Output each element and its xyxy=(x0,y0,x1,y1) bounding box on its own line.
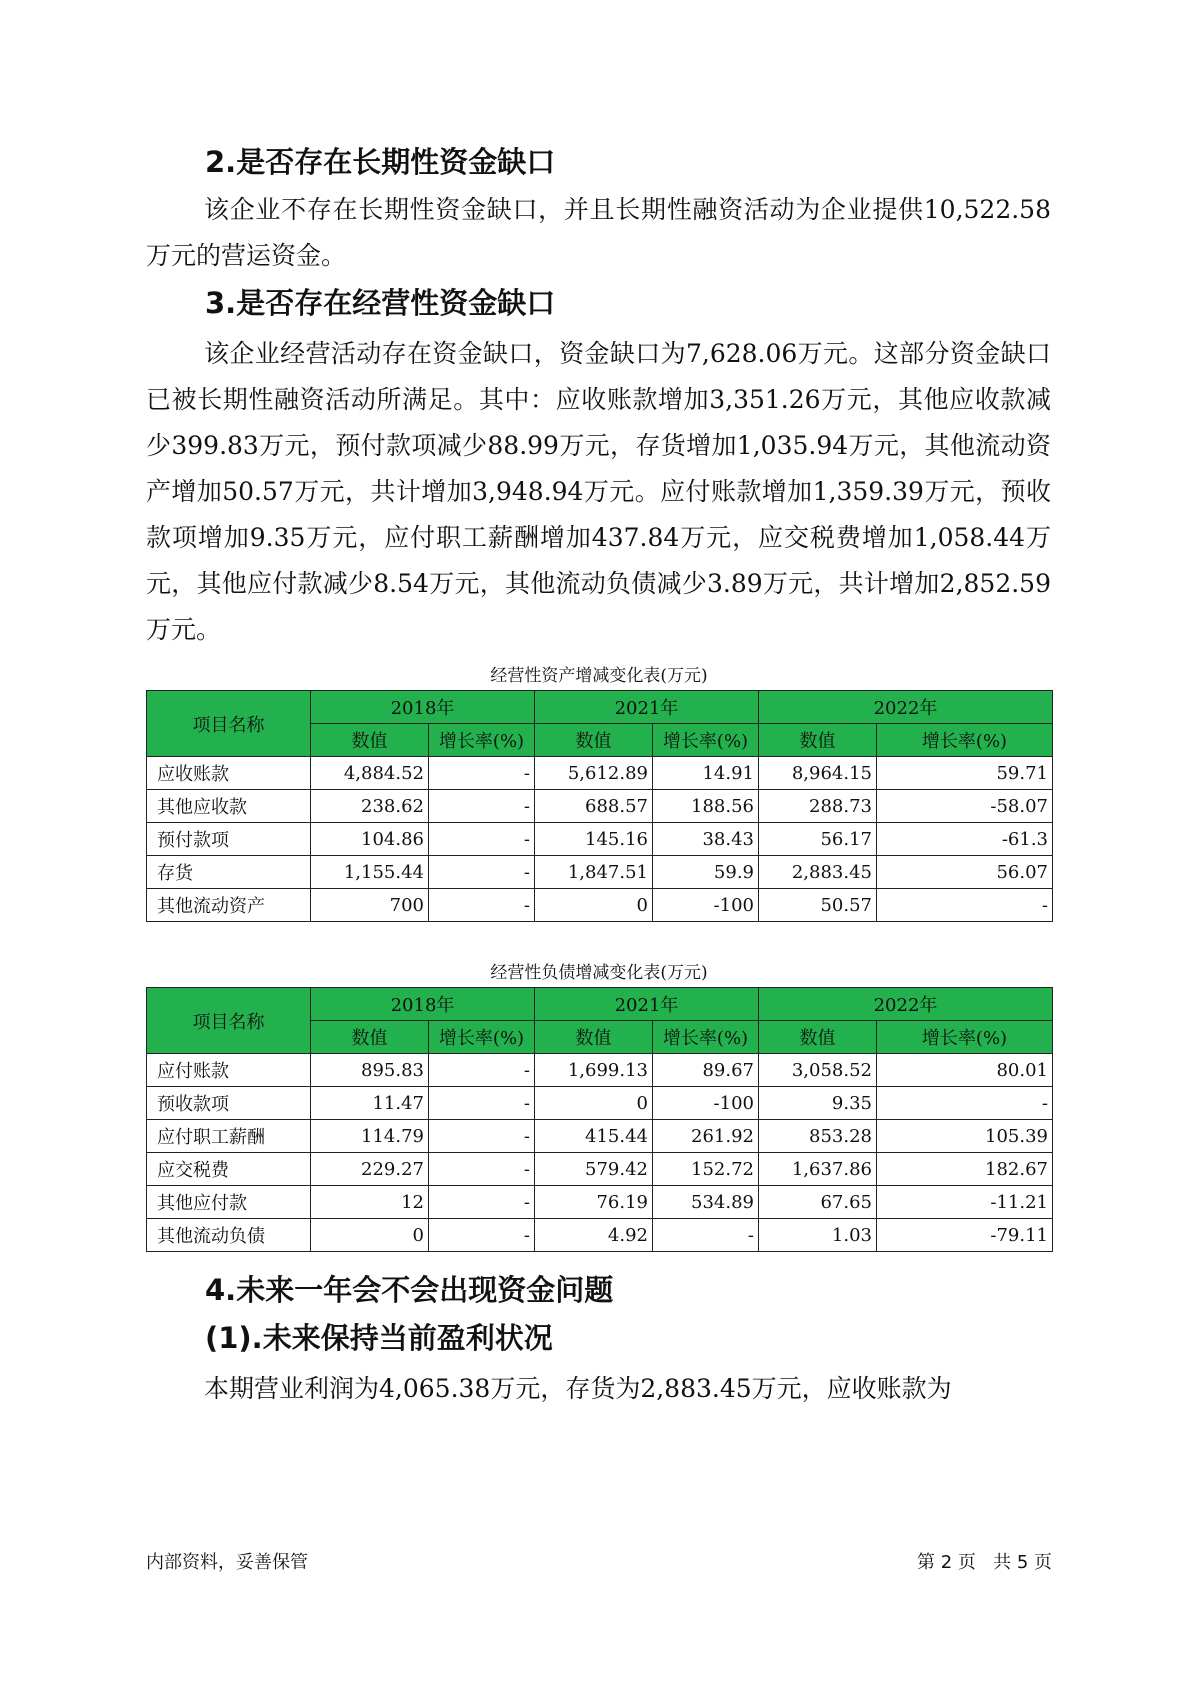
value-cell: 700 xyxy=(311,889,429,922)
value-cell: 1,155.44 xyxy=(311,856,429,889)
row-item-name: 预收款项 xyxy=(147,1087,311,1120)
growth-cell: 534.89 xyxy=(653,1186,759,1219)
growth-cell: - xyxy=(429,1087,535,1120)
growth-cell: - xyxy=(429,1054,535,1087)
row-item-name: 应交税费 xyxy=(147,1153,311,1186)
growth-cell: - xyxy=(877,889,1053,922)
value-cell: 238.62 xyxy=(311,790,429,823)
value-cell: 1,847.51 xyxy=(535,856,653,889)
growth-cell: - xyxy=(653,1219,759,1252)
growth-cell: 59.71 xyxy=(877,757,1053,790)
paragraph-long-term-gap: 该企业不存在长期性资金缺口，并且长期性融资活动为企业提供10,522.58万元的营运资金。 xyxy=(146,195,1051,270)
paragraph-operating-gap: 该企业经营活动存在资金缺口，资金缺口为7,628.06万元。这部分资金缺口已被长期性融资活动所满足。其中：应收账款增加3,351.26万元，其他应收款减少399.83万元，预付款项减少88.99万元，存货增加1,035.94万元，其他流动资产增加50.57万元，共计增加3,948.94万元。应付账款增加1,359.39万元，预收款项增加9.35万元，应付职工薪酬增加437.84万元，应交税费增加1,058.44万元，其他应付款减少8.54万元，其他流动负债减少3.89万元，共计增加2,852.59万元。 xyxy=(146,339,1051,644)
value-cell: 12 xyxy=(311,1186,429,1219)
value-cell: 50.57 xyxy=(759,889,877,922)
header-year: 2018年 xyxy=(311,691,535,724)
table-row xyxy=(147,1120,1053,1153)
header-year: 2021年 xyxy=(535,988,759,1021)
header-value: 数值 xyxy=(759,724,877,757)
value-cell: 5,612.89 xyxy=(535,757,653,790)
table-row xyxy=(147,823,1053,856)
value-cell: 104.86 xyxy=(311,823,429,856)
growth-cell: 56.07 xyxy=(877,856,1053,889)
growth-cell: - xyxy=(877,1087,1053,1120)
footer-page-number: 第 2 页 共 5 页 xyxy=(917,1552,1052,1573)
heading-section-4-1: (1).未来保持当前盈利状况 xyxy=(205,1321,553,1355)
value-cell: 2,883.45 xyxy=(759,856,877,889)
table-row xyxy=(147,790,1053,823)
table-row xyxy=(147,757,1053,790)
growth-cell: - xyxy=(429,889,535,922)
value-cell: 895.83 xyxy=(311,1054,429,1087)
assets-table-caption: 经营性资产增减变化表(万元) xyxy=(490,666,708,686)
row-item-name: 应收账款 xyxy=(147,757,311,790)
growth-cell: - xyxy=(429,790,535,823)
value-cell: 229.27 xyxy=(311,1153,429,1186)
growth-cell: -79.11 xyxy=(877,1219,1053,1252)
row-item-name: 其他流动负债 xyxy=(147,1219,311,1252)
value-cell: 1,699.13 xyxy=(535,1054,653,1087)
header-growth: 增长率(%) xyxy=(877,724,1053,757)
header-value: 数值 xyxy=(311,1021,429,1054)
value-cell: 688.57 xyxy=(535,790,653,823)
value-cell: 288.73 xyxy=(759,790,877,823)
table-row xyxy=(147,856,1053,889)
row-item-name: 应付职工薪酬 xyxy=(147,1120,311,1153)
header-year: 2022年 xyxy=(759,691,1053,724)
value-cell: 4,884.52 xyxy=(311,757,429,790)
growth-cell: 80.01 xyxy=(877,1054,1053,1087)
row-item-name: 其他流动资产 xyxy=(147,889,311,922)
heading-section-2: 2.是否存在长期性资金缺口 xyxy=(205,145,556,179)
value-cell: 67.65 xyxy=(759,1186,877,1219)
header-value: 数值 xyxy=(311,724,429,757)
growth-cell: 14.91 xyxy=(653,757,759,790)
value-cell: 114.79 xyxy=(311,1120,429,1153)
row-item-name: 其他应收款 xyxy=(147,790,311,823)
value-cell: 8,964.15 xyxy=(759,757,877,790)
growth-cell: 38.43 xyxy=(653,823,759,856)
row-item-name: 预付款项 xyxy=(147,823,311,856)
growth-cell: -58.07 xyxy=(877,790,1053,823)
header-year: 2018年 xyxy=(311,988,535,1021)
header-growth: 增长率(%) xyxy=(877,1021,1053,1054)
table-row xyxy=(147,1153,1053,1186)
growth-cell: 89.67 xyxy=(653,1054,759,1087)
value-cell: 3,058.52 xyxy=(759,1054,877,1087)
growth-cell: -11.21 xyxy=(877,1186,1053,1219)
growth-cell: - xyxy=(429,856,535,889)
growth-cell: - xyxy=(429,757,535,790)
header-value: 数值 xyxy=(535,1021,653,1054)
value-cell: 579.42 xyxy=(535,1153,653,1186)
growth-cell: 152.72 xyxy=(653,1153,759,1186)
value-cell: 56.17 xyxy=(759,823,877,856)
value-cell: 76.19 xyxy=(535,1186,653,1219)
table-row xyxy=(147,1186,1053,1219)
table-row xyxy=(147,1219,1053,1252)
liabilities-table xyxy=(146,987,1053,1252)
value-cell: 4.92 xyxy=(535,1219,653,1252)
header-growth: 增长率(%) xyxy=(429,1021,535,1054)
value-cell: 1.03 xyxy=(759,1219,877,1252)
liabilities-table-body xyxy=(147,988,1053,1252)
header-year: 2021年 xyxy=(535,691,759,724)
growth-cell: -100 xyxy=(653,1087,759,1120)
row-item-name: 其他应付款 xyxy=(147,1186,311,1219)
value-cell: 415.44 xyxy=(535,1120,653,1153)
growth-cell: - xyxy=(429,1120,535,1153)
growth-cell: - xyxy=(429,823,535,856)
growth-cell: 261.92 xyxy=(653,1120,759,1153)
paragraph-current-profit: 本期营业利润为4,065.38万元，存货为2,883.45万元，应收账款为 xyxy=(204,1374,952,1403)
growth-cell: -61.3 xyxy=(877,823,1053,856)
header-item-name: 项目名称 xyxy=(147,691,311,757)
growth-cell: - xyxy=(429,1153,535,1186)
liabilities-table-caption: 经营性负债增减变化表(万元) xyxy=(490,963,708,983)
header-value: 数值 xyxy=(759,1021,877,1054)
table-row xyxy=(147,1054,1053,1087)
heading-section-4: 4.未来一年会不会出现资金问题 xyxy=(205,1273,614,1307)
header-growth: 增长率(%) xyxy=(653,724,759,757)
growth-cell: 105.39 xyxy=(877,1120,1053,1153)
value-cell: 11.47 xyxy=(311,1087,429,1120)
assets-table xyxy=(146,690,1053,922)
value-cell: 853.28 xyxy=(759,1120,877,1153)
growth-cell: - xyxy=(429,1219,535,1252)
header-item-name: 项目名称 xyxy=(147,988,311,1054)
value-cell: 145.16 xyxy=(535,823,653,856)
header-growth: 增长率(%) xyxy=(653,1021,759,1054)
row-item-name: 应付账款 xyxy=(147,1054,311,1087)
header-growth: 增长率(%) xyxy=(429,724,535,757)
header-year: 2022年 xyxy=(759,988,1053,1021)
growth-cell: 59.9 xyxy=(653,856,759,889)
row-item-name: 存货 xyxy=(147,856,311,889)
value-cell: 9.35 xyxy=(759,1087,877,1120)
value-cell: 0 xyxy=(535,1087,653,1120)
growth-cell: 182.67 xyxy=(877,1153,1053,1186)
value-cell: 1,637.86 xyxy=(759,1153,877,1186)
value-cell: 0 xyxy=(535,889,653,922)
table-row xyxy=(147,1087,1053,1120)
value-cell: 0 xyxy=(311,1219,429,1252)
growth-cell: - xyxy=(429,1186,535,1219)
table-row xyxy=(147,889,1053,922)
footer-confidential-note: 内部资料，妥善保管 xyxy=(146,1552,308,1573)
heading-section-3: 3.是否存在经营性资金缺口 xyxy=(205,286,556,320)
header-value: 数值 xyxy=(535,724,653,757)
growth-cell: -100 xyxy=(653,889,759,922)
assets-table-body xyxy=(147,691,1053,922)
growth-cell: 188.56 xyxy=(653,790,759,823)
